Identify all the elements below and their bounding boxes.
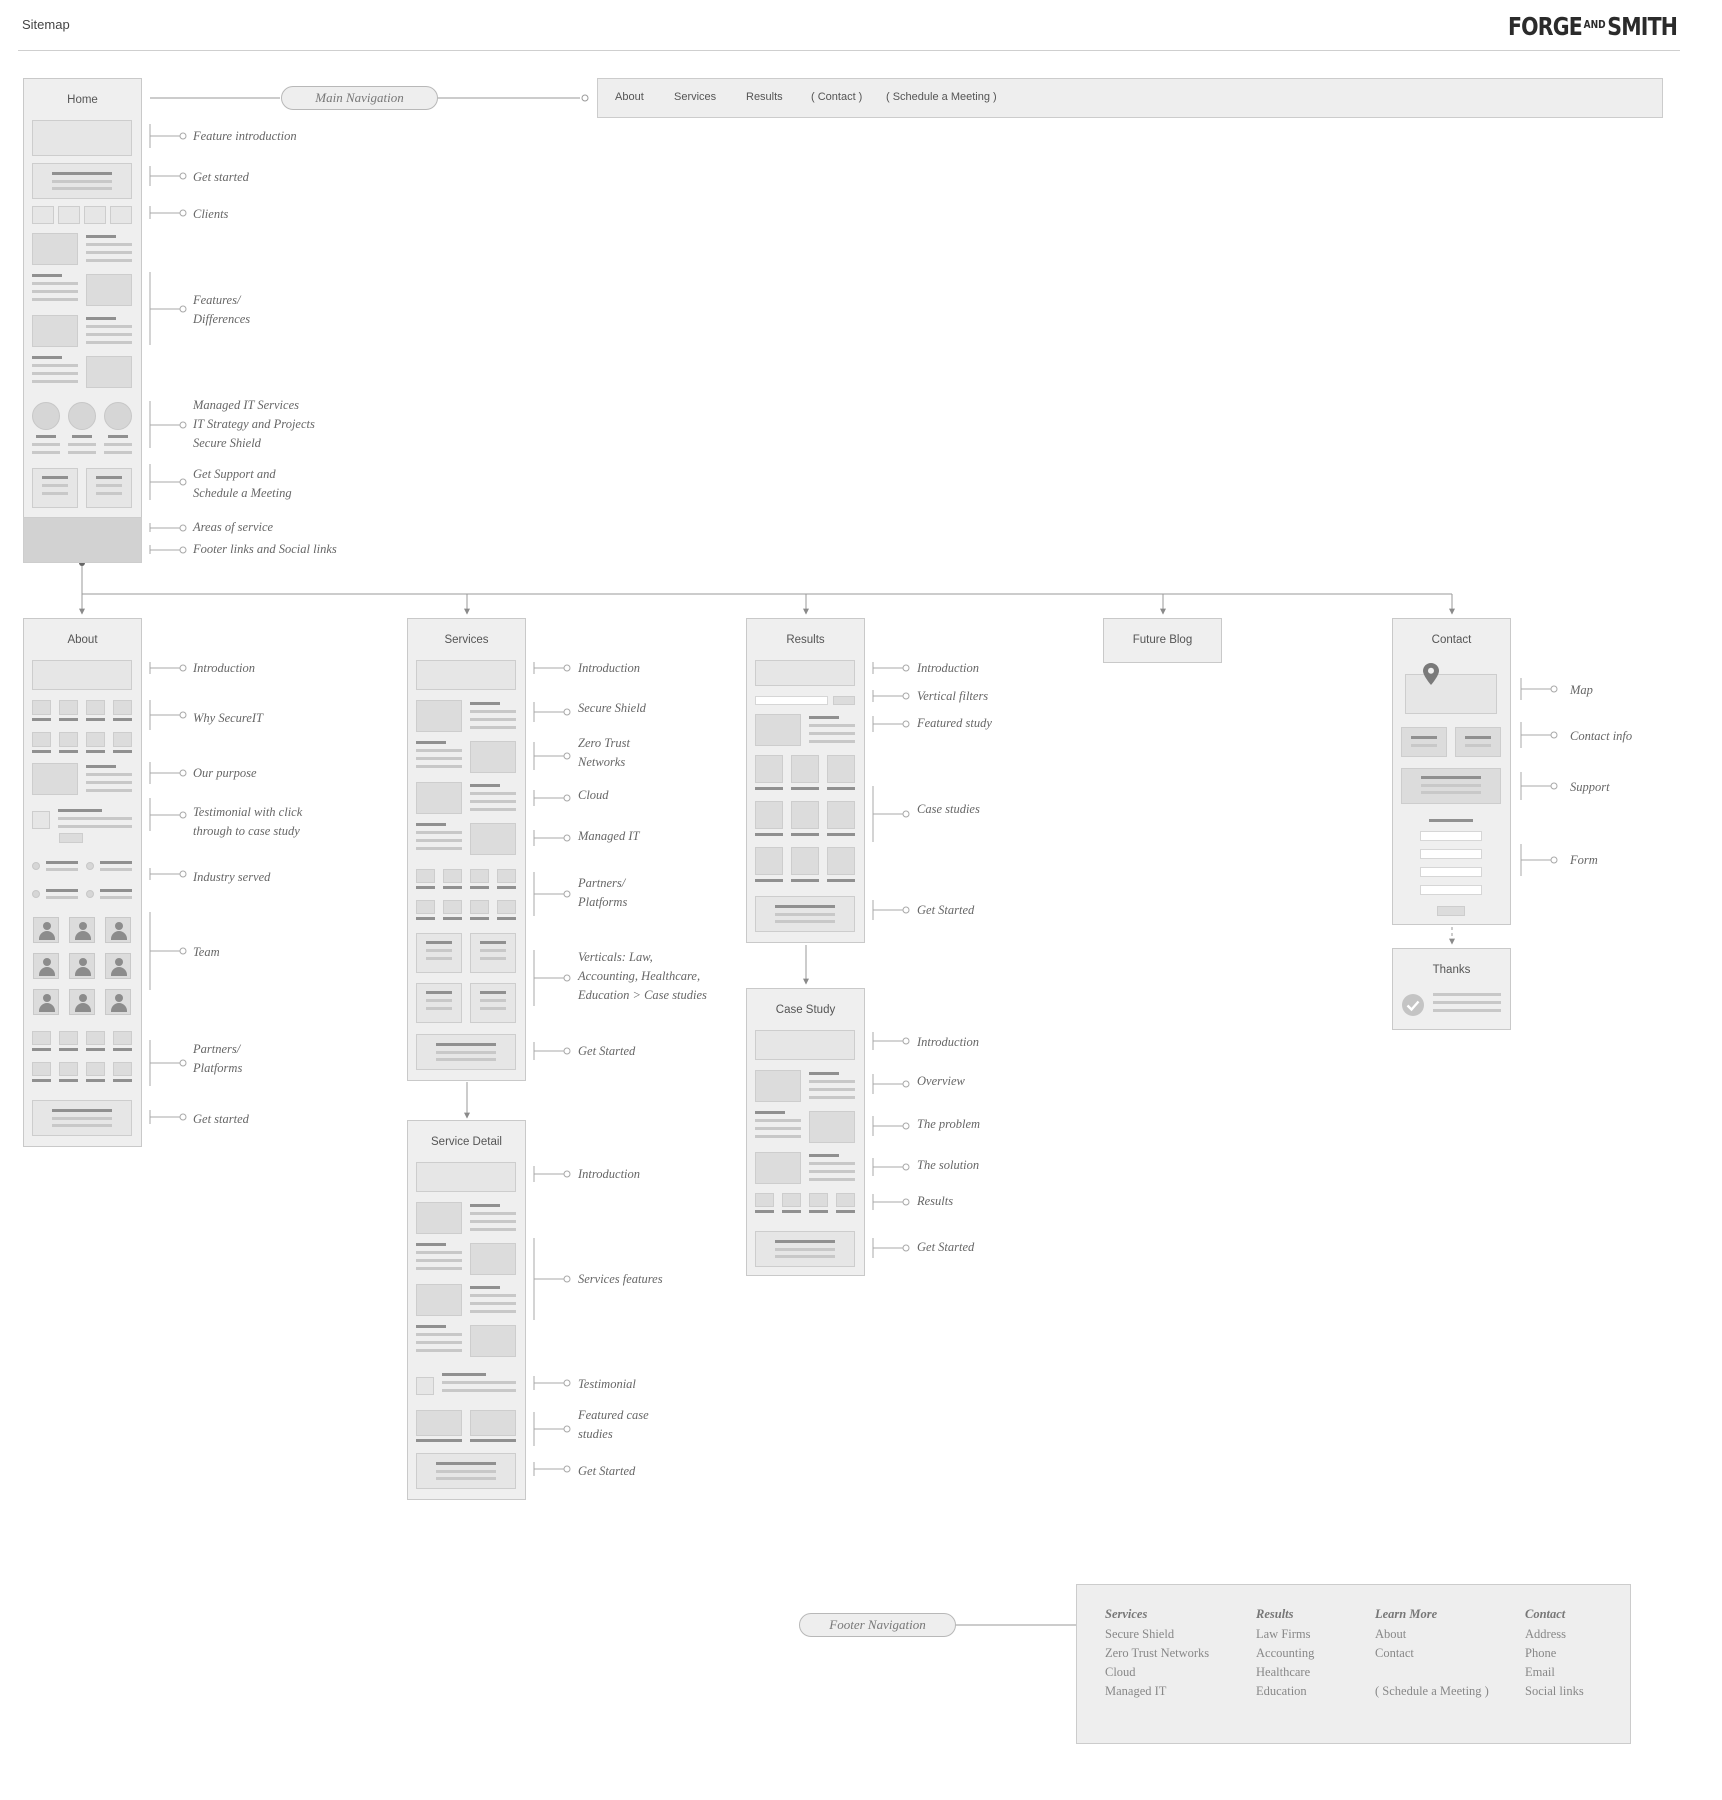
section-label: Get started	[193, 1112, 249, 1126]
annotation-dot	[180, 306, 186, 312]
annotation-dot	[564, 975, 570, 981]
annotation-dot	[564, 1048, 570, 1054]
annotation-dot	[180, 173, 186, 179]
annotation-bracket	[150, 798, 180, 831]
annotation-bracket	[150, 700, 180, 730]
annotation-dot	[564, 1426, 570, 1432]
section-label: Introduction	[578, 1167, 641, 1181]
footer-link[interactable]: Cloud	[1105, 1665, 1136, 1679]
team-avatar-icon	[69, 989, 95, 1015]
check-circle-icon	[1401, 993, 1425, 1017]
team-avatar-icon	[105, 989, 131, 1015]
annotation-dot	[903, 1038, 909, 1044]
annotation-bracket	[873, 900, 903, 920]
footer-navigation-box	[1076, 1584, 1631, 1744]
team-avatar-icon	[33, 953, 59, 979]
page-service-detail	[407, 1120, 526, 1500]
section-label: Secure Shield	[578, 701, 646, 715]
page-title: Contact	[1431, 634, 1472, 646]
annotation-bracket	[873, 1032, 903, 1050]
section-label: Get Started	[578, 1044, 636, 1058]
nav-item-about[interactable]: About	[615, 91, 644, 103]
annotation-bracket	[150, 523, 180, 532]
brand-logo: FORGE $^{AND}$SMITH	[1508, 12, 1678, 41]
section-label: Features/ Differences	[193, 293, 251, 326]
section-label: Clients	[193, 207, 229, 221]
nav-item-contact[interactable]: ( Contact )	[811, 91, 863, 103]
annotation-bracket	[534, 1376, 564, 1390]
hero-block	[32, 120, 132, 156]
page-title: Services	[444, 634, 489, 646]
annotation-bracket	[150, 1110, 180, 1124]
annotation-dot	[903, 811, 909, 817]
footer-link[interactable]: Secure Shield	[1105, 1627, 1175, 1641]
section-label: Get started	[193, 170, 249, 184]
annotation-dot	[903, 721, 909, 727]
annotation-bracket	[873, 1074, 903, 1094]
annotation-bracket	[150, 124, 180, 148]
annotation-dot	[564, 1466, 570, 1472]
team-avatar-icon	[105, 953, 131, 979]
annotation-dot	[564, 709, 570, 715]
annotation-dot	[180, 948, 186, 954]
section-label: Testimonial with click through to case study	[193, 805, 303, 838]
annotation-bracket	[534, 1238, 564, 1320]
footer-column-services: Services Secure Shield Zero Trust Networks Cloud Managed IT	[1105, 1605, 1209, 1701]
footer-link[interactable]: Phone	[1525, 1646, 1557, 1660]
annotation-dot	[903, 1164, 909, 1170]
footer-link[interactable]: Email	[1525, 1665, 1555, 1679]
section-label: Featured case studies	[578, 1408, 649, 1441]
section-label: Team	[193, 945, 220, 959]
section-label: Featured study	[917, 716, 992, 730]
annotation-bracket	[534, 742, 564, 770]
footer-column-contact: Contact Address Phone Email Social links	[1525, 1605, 1584, 1701]
annotation-dot	[180, 665, 186, 671]
annotation-bracket	[873, 786, 903, 842]
section-label: Cloud	[578, 788, 609, 802]
annotation-bracket	[873, 1194, 903, 1210]
annotation-dot	[903, 1081, 909, 1087]
section-label: Introduction	[578, 661, 641, 675]
header-divider	[18, 50, 1680, 51]
annotation-bracket	[873, 1238, 903, 1258]
section-label: Services features	[578, 1272, 663, 1286]
annotation-bracket	[150, 868, 180, 880]
footer-link[interactable]: Education	[1256, 1684, 1307, 1698]
footer-link[interactable]: Accounting	[1256, 1646, 1315, 1660]
team-avatar-icon	[69, 953, 95, 979]
footer-link[interactable]: Managed IT	[1105, 1684, 1167, 1698]
annotation-dot	[1551, 783, 1557, 789]
annotation-dot	[180, 1114, 186, 1120]
annotation-bracket	[534, 790, 564, 806]
annotation-bracket	[150, 545, 180, 554]
page-title: Future Blog	[1132, 634, 1193, 646]
section-label: Testimonial	[578, 1377, 636, 1391]
sitemap-title: Sitemap	[22, 17, 70, 32]
annotation-bracket	[534, 872, 564, 916]
team-avatar-icon	[69, 917, 95, 943]
annotation-dot	[903, 1245, 909, 1251]
annotation-dot	[180, 871, 186, 877]
footer-link[interactable]: Zero Trust Networks	[1105, 1646, 1210, 1660]
annotation-dot	[180, 525, 186, 531]
footer-link[interactable]: ( Schedule a Meeting )	[1375, 1684, 1489, 1698]
section-label: Map	[1570, 683, 1593, 697]
annotation-bracket	[534, 1166, 564, 1182]
section-label: Managed IT Services IT Strategy and Projects Secure Shield	[193, 398, 315, 450]
section-label: Managed IT	[578, 829, 640, 843]
annotation-bracket	[150, 206, 180, 219]
annotation-dot	[180, 422, 186, 428]
section-label: Case studies	[917, 802, 980, 816]
main-navigation-pill: Main Navigation	[281, 86, 438, 110]
section-label: Partners/ Platforms	[193, 1042, 243, 1075]
annotation-dot	[564, 1276, 570, 1282]
annotation-dot	[180, 1060, 186, 1066]
annotation-dot	[903, 1123, 909, 1129]
annotation-bracket	[1521, 678, 1551, 700]
annotation-bracket	[534, 1412, 564, 1446]
annotation-bracket	[873, 1116, 903, 1136]
section-label: Vertical filters	[917, 689, 989, 703]
section-label: Why SecureIT	[193, 711, 263, 725]
section-label: Our purpose	[193, 766, 257, 780]
annotation-dot	[564, 1171, 570, 1177]
page-services	[407, 618, 526, 1081]
footer-link[interactable]: Healthcare	[1256, 1665, 1311, 1679]
team-avatar-icon	[105, 917, 131, 943]
annotation-dot	[180, 712, 186, 718]
nav-item-services[interactable]: Services	[674, 91, 717, 103]
annotation-dot	[180, 133, 186, 139]
annotation-dot	[564, 665, 570, 671]
annotation-dot	[564, 753, 570, 759]
page-results	[746, 618, 865, 943]
annotation-dot	[564, 891, 570, 897]
footer-link[interactable]: Social links	[1525, 1684, 1584, 1698]
section-label: Introduction	[917, 1035, 980, 1049]
annotation-dot	[180, 770, 186, 776]
page-title: Service Detail	[431, 1136, 502, 1148]
page-thanks	[1392, 948, 1511, 1030]
annotation-bracket	[150, 662, 180, 674]
annotation-dot	[180, 547, 186, 553]
annotation-dot	[903, 1199, 909, 1205]
footer-link[interactable]: About	[1375, 1627, 1407, 1641]
nav-item-results[interactable]: Results	[746, 91, 783, 103]
form-field[interactable]	[1420, 849, 1482, 859]
annotation-bracket	[150, 912, 180, 990]
annotation-dot	[1551, 686, 1557, 692]
section-label: Feature introduction	[193, 129, 297, 143]
section-label: Contact info	[1570, 729, 1633, 743]
section-label: Get Started	[917, 903, 975, 917]
annotation-bracket	[150, 272, 180, 345]
page-home	[23, 78, 142, 563]
section-label: Support	[1570, 780, 1610, 794]
annotation-bracket	[534, 702, 564, 722]
annotation-dot	[903, 665, 909, 671]
section-label: Introduction	[193, 661, 256, 675]
section-label: Verticals: Law, Accounting, Healthcare, Education > Case studies	[578, 950, 707, 1002]
page-contact	[1392, 618, 1511, 925]
annotation-dot	[564, 835, 570, 841]
annotation-dot	[1551, 857, 1557, 863]
footer-spacer	[1375, 1663, 1489, 1682]
footer-column-results: Results Law Firms Accounting Healthcare Education	[1256, 1605, 1314, 1701]
annotation-bracket	[150, 401, 180, 448]
form-submit-button[interactable]	[1437, 906, 1465, 916]
annotation-dot	[903, 693, 909, 699]
footer-column-learn-more: Learn More About Contact ( Schedule a Meeting )	[1375, 1605, 1489, 1701]
annotation-dot	[180, 479, 186, 485]
section-label: Industry served	[193, 870, 271, 884]
annotation-bracket	[534, 1042, 564, 1060]
annotation-bracket	[150, 762, 180, 784]
section-label: Overview	[917, 1074, 965, 1088]
section-label: Get Started	[917, 1240, 975, 1254]
section-label: Form	[1570, 853, 1598, 867]
annotation-dot	[564, 1380, 570, 1386]
annotation-bracket	[873, 1158, 903, 1176]
annotation-dot	[1551, 732, 1557, 738]
annotation-bracket	[873, 690, 903, 702]
annotation-bracket	[1521, 772, 1551, 800]
page-future-blog	[1103, 618, 1222, 663]
footer-link[interactable]: Law Firms	[1256, 1627, 1311, 1641]
annotation-bracket	[873, 662, 903, 674]
page-title: Case Study	[775, 1004, 836, 1016]
section-label: Footer links and Social links	[193, 542, 337, 556]
main-navigation-bar	[597, 78, 1663, 118]
page-title: About	[67, 634, 98, 646]
form-field[interactable]	[1420, 867, 1482, 877]
annotation-bracket	[150, 464, 180, 500]
annotation-dot	[180, 812, 186, 818]
annotation-bracket	[534, 662, 564, 674]
annotation-bracket	[873, 716, 903, 732]
annotation-bracket	[1521, 722, 1551, 748]
nav-item-schedule-meeting[interactable]: ( Schedule a Meeting )	[886, 91, 997, 103]
section-label: Get Started	[578, 1464, 636, 1478]
page-title: Home	[67, 94, 98, 106]
annotation-bracket	[534, 950, 564, 1006]
form-field[interactable]	[1420, 831, 1482, 841]
page-title: Thanks	[1432, 964, 1471, 976]
footer-link[interactable]: Contact	[1375, 1646, 1414, 1660]
section-label: Get Support and Schedule a Meeting	[193, 467, 292, 500]
section-label: Areas of service	[193, 520, 274, 534]
form-field[interactable]	[1420, 885, 1482, 895]
map-block	[1405, 674, 1497, 714]
section-label: The solution	[917, 1158, 980, 1172]
section-label: The problem	[917, 1117, 981, 1131]
section-label: Introduction	[917, 661, 980, 675]
page-title: Results	[786, 634, 825, 646]
map-pin-icon	[1423, 663, 1439, 685]
annotation-bracket	[534, 830, 564, 846]
section-label: Partners/ Platforms	[578, 876, 628, 909]
page-case-study	[746, 988, 865, 1276]
team-avatar-icon	[33, 917, 59, 943]
section-label: Results	[917, 1194, 954, 1208]
annotation-dot	[180, 210, 186, 216]
annotation-bracket	[1521, 844, 1551, 876]
section-label: Zero Trust Networks	[578, 736, 630, 769]
page-about	[23, 618, 142, 1147]
annotation-dot	[903, 907, 909, 913]
footer-block	[23, 517, 142, 563]
footer-navigation-pill: Footer Navigation	[799, 1613, 956, 1637]
footer-link[interactable]: Address	[1525, 1627, 1566, 1641]
annotation-bracket	[534, 1462, 564, 1476]
annotation-bracket	[150, 166, 180, 186]
annotation-bracket	[150, 1040, 180, 1086]
team-avatar-icon	[33, 989, 59, 1015]
annotation-dot	[564, 795, 570, 801]
